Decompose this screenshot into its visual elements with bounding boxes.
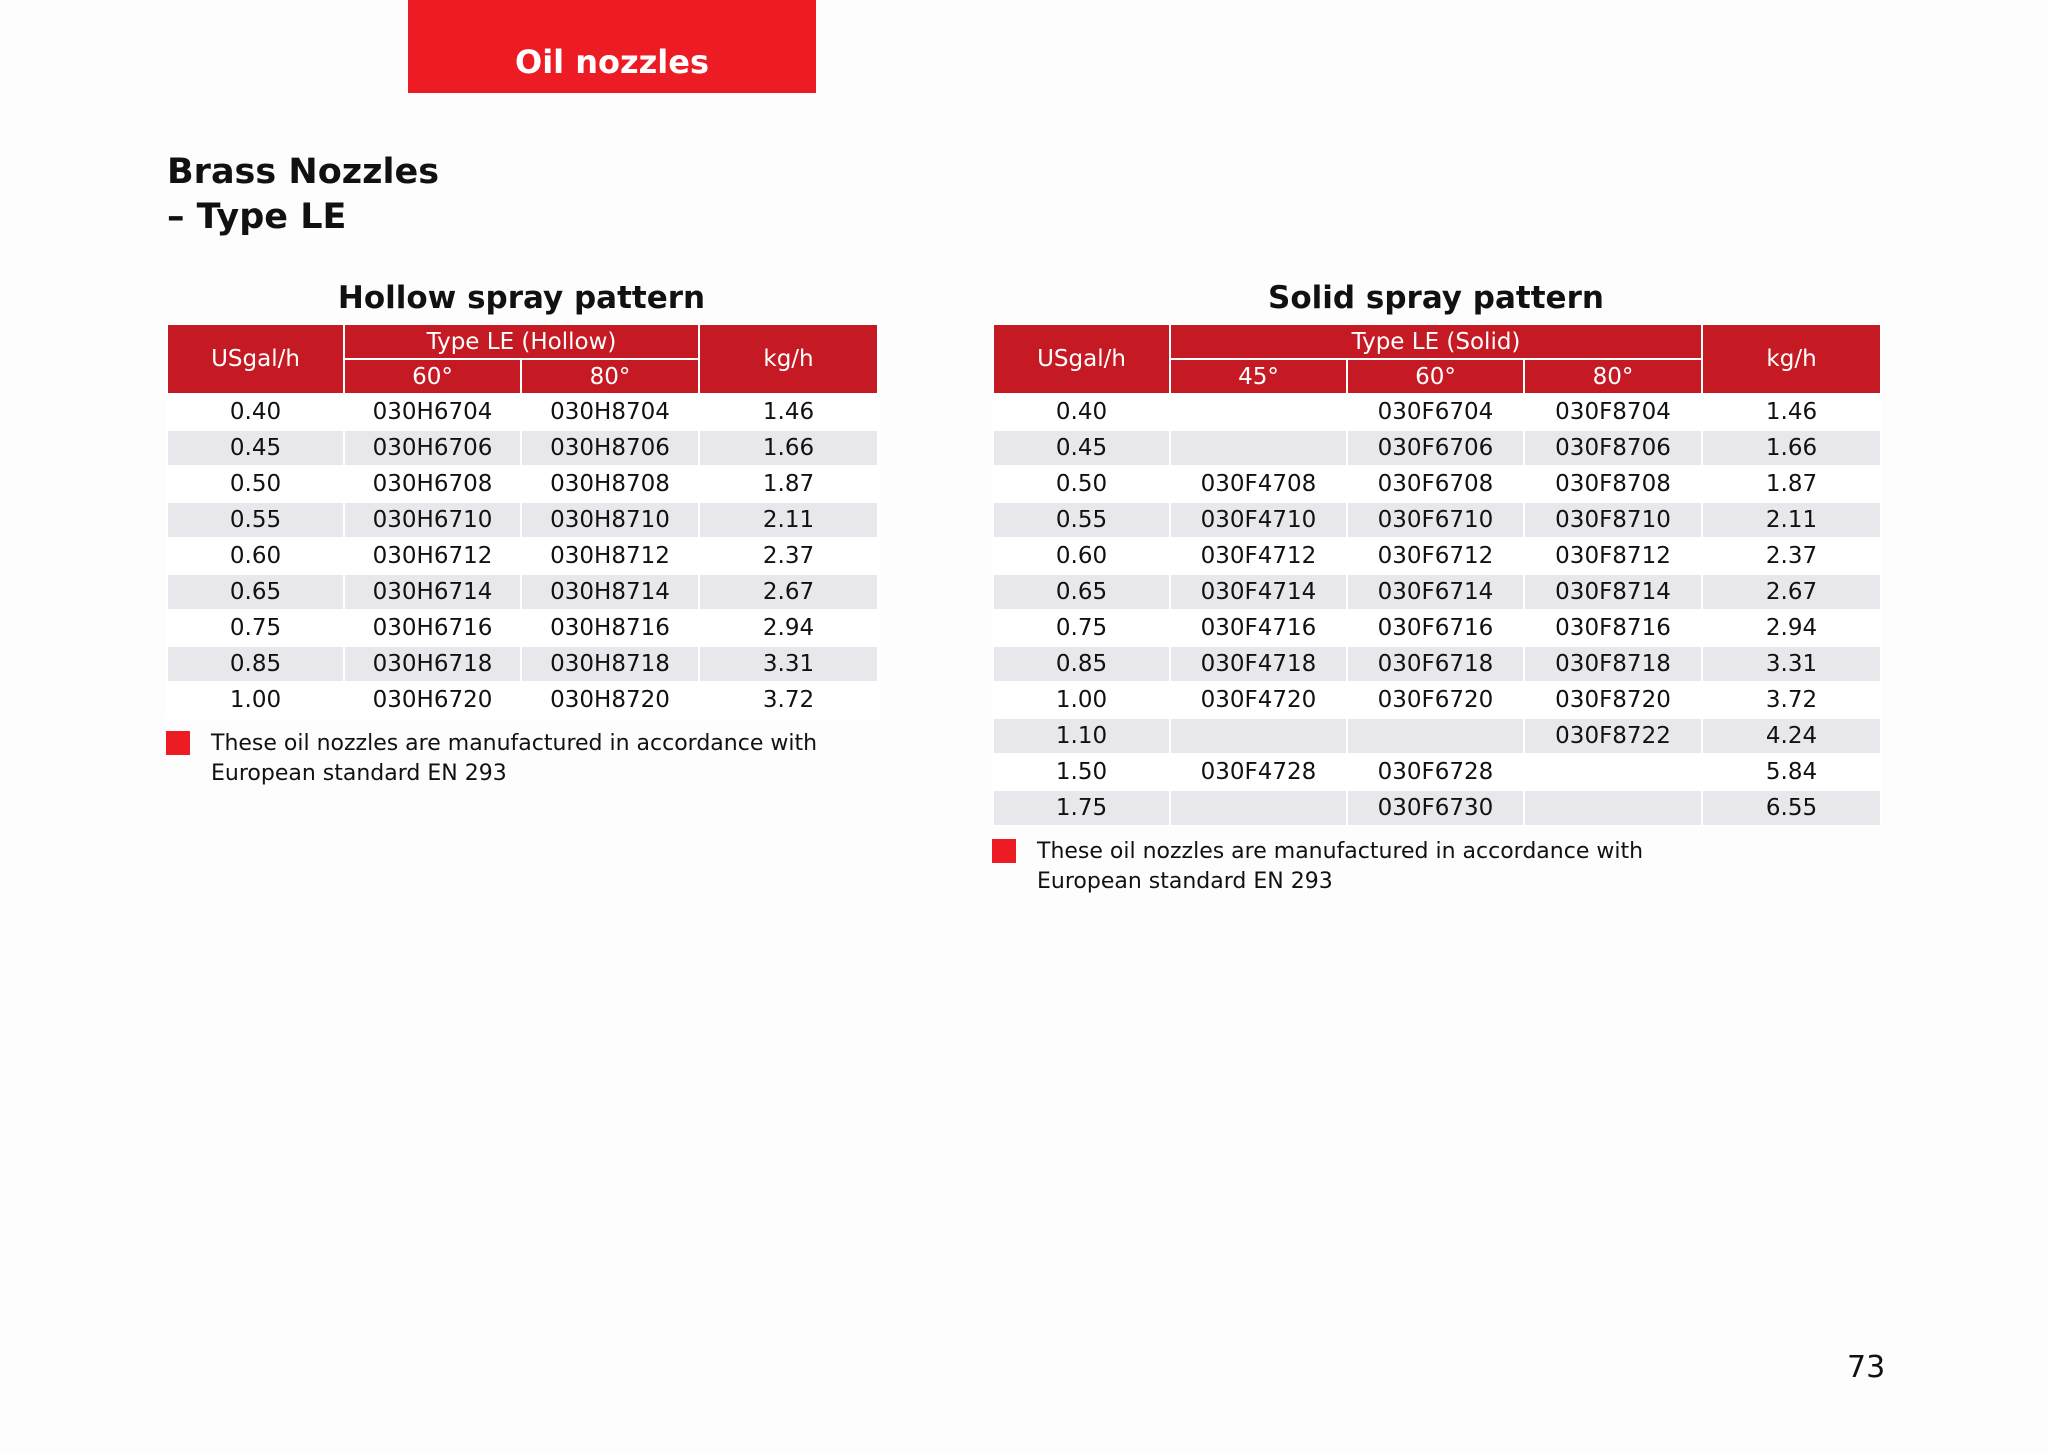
section-tab	[408, 0, 816, 93]
table-cell: 030H8716	[521, 610, 699, 646]
table-cell: 030F8716	[1524, 610, 1702, 646]
table-cell: 030H8720	[521, 682, 699, 718]
table-cell: 0.75	[993, 610, 1170, 646]
table-cell: 2.94	[1702, 610, 1881, 646]
table-cell: 030F6714	[1347, 574, 1524, 610]
table-cell: 2.11	[699, 502, 878, 538]
table-cell: 030H8706	[521, 430, 699, 466]
table-row	[993, 754, 1881, 790]
header-type: Type LE (Hollow)	[344, 324, 699, 359]
table-cell: 5.84	[1702, 754, 1881, 790]
table-cell: 2.67	[699, 574, 878, 610]
table-cell: 030F4728	[1170, 754, 1347, 790]
hollow-note-text: These oil nozzles are manufactured in accordance with European standard EN 293	[211, 731, 818, 786]
table-cell	[1170, 790, 1347, 826]
table-cell: 0.55	[167, 502, 344, 538]
table-cell: 030H8714	[521, 574, 699, 610]
solid-table	[992, 323, 1882, 827]
table-cell	[1347, 718, 1524, 754]
table-cell: 1.46	[699, 394, 878, 430]
table-row	[993, 610, 1881, 646]
table-cell: 0.45	[167, 430, 344, 466]
table-cell: 2.37	[699, 538, 878, 574]
solid-section	[992, 278, 1880, 897]
header-angle: 45°	[1170, 359, 1347, 394]
table-cell	[1170, 394, 1347, 430]
table-cell: 030F8718	[1524, 646, 1702, 682]
table-cell: 2.37	[1702, 538, 1881, 574]
table-cell: 030F8720	[1524, 682, 1702, 718]
header-angle: 60°	[344, 359, 521, 394]
hollow-table-title: Hollow spray pattern	[337, 280, 706, 316]
table-cell: 0.50	[167, 466, 344, 502]
table-cell: 2.94	[699, 610, 878, 646]
table-cell: 030H6714	[344, 574, 521, 610]
table-cell: 030F4708	[1170, 466, 1347, 502]
table-cell: 1.00	[167, 682, 344, 718]
table-cell: 030F4716	[1170, 610, 1347, 646]
table-cell: 030F6716	[1347, 610, 1524, 646]
table-cell: 030F6708	[1347, 466, 1524, 502]
solid-note-text: These oil nozzles are manufactured in accordance with European standard EN 293	[1037, 839, 1644, 894]
table-cell: 1.66	[1702, 430, 1881, 466]
table-cell: 0.60	[993, 538, 1170, 574]
table-row	[167, 430, 878, 466]
table-cell: 030H6704	[344, 394, 521, 430]
table-cell: 3.72	[699, 682, 878, 718]
table-cell: 1.87	[699, 466, 878, 502]
table-cell: 030H8708	[521, 466, 699, 502]
table-cell	[1170, 718, 1347, 754]
table-cell: 030H6706	[344, 430, 521, 466]
table-cell: 030H6710	[344, 502, 521, 538]
table-cell: 1.10	[993, 718, 1170, 754]
header-type: Type LE (Solid)	[1170, 324, 1702, 359]
table-cell: 1.87	[1702, 466, 1881, 502]
table-cell: 0.40	[993, 394, 1170, 430]
table-cell: 1.00	[993, 682, 1170, 718]
table-cell: 030F6710	[1347, 502, 1524, 538]
table-row	[993, 718, 1881, 754]
table-cell: 0.60	[167, 538, 344, 574]
table-row	[993, 538, 1881, 574]
page-title	[167, 150, 439, 240]
table-cell: 0.65	[167, 574, 344, 610]
table-cell: 2.11	[1702, 502, 1881, 538]
table-row	[993, 502, 1881, 538]
table-cell: 030F8714	[1524, 574, 1702, 610]
table-cell: 030H8710	[521, 502, 699, 538]
page-title-line1: Brass Nozzles	[167, 152, 440, 192]
table-cell: 030H6716	[344, 610, 521, 646]
table-cell: 0.65	[993, 574, 1170, 610]
solid-note	[992, 837, 1737, 897]
table-cell: 030H8718	[521, 646, 699, 682]
bullet-square-icon	[992, 839, 1016, 863]
header-usgal: USgal/h	[993, 324, 1170, 394]
table-cell: 030F8704	[1524, 394, 1702, 430]
table-cell: 030F6704	[1347, 394, 1524, 430]
table-cell: 030F8710	[1524, 502, 1702, 538]
table-cell: 0.50	[993, 466, 1170, 502]
table-cell: 030F4710	[1170, 502, 1347, 538]
solid-table-body	[993, 394, 1881, 826]
header-angle: 80°	[521, 359, 699, 394]
header-usgal: USgal/h	[167, 324, 344, 394]
table-row	[167, 538, 878, 574]
table-cell: 030F8708	[1524, 466, 1702, 502]
table-cell: 0.75	[167, 610, 344, 646]
header-kgh: kg/h	[1702, 324, 1881, 394]
table-cell: 030H6718	[344, 646, 521, 682]
table-cell: 030F6706	[1347, 430, 1524, 466]
table-cell: 030F8722	[1524, 718, 1702, 754]
table-cell: 4.24	[1702, 718, 1881, 754]
page-number: 73	[1847, 1350, 1886, 1385]
table-row	[167, 466, 878, 502]
table-row	[993, 790, 1881, 826]
table-cell	[1170, 430, 1347, 466]
hollow-note	[166, 729, 877, 789]
table-cell: 030F4718	[1170, 646, 1347, 682]
table-row	[993, 646, 1881, 682]
table-cell: 030F4712	[1170, 538, 1347, 574]
table-cell: 030F6730	[1347, 790, 1524, 826]
table-cell: 030F4714	[1170, 574, 1347, 610]
table-cell: 0.85	[167, 646, 344, 682]
table-cell: 0.40	[167, 394, 344, 430]
table-cell: 030F6720	[1347, 682, 1524, 718]
table-cell: 3.31	[699, 646, 878, 682]
table-row	[167, 574, 878, 610]
page-title-line2: – Type LE	[167, 197, 347, 237]
table-row	[993, 682, 1881, 718]
table-cell: 030F4720	[1170, 682, 1347, 718]
table-cell: 030F6728	[1347, 754, 1524, 790]
table-row	[167, 394, 878, 430]
table-cell: 1.66	[699, 430, 878, 466]
table-cell: 3.31	[1702, 646, 1881, 682]
table-row	[167, 682, 878, 718]
hollow-section	[166, 278, 877, 789]
table-cell: 030H8712	[521, 538, 699, 574]
table-cell: 030H8704	[521, 394, 699, 430]
table-cell: 030H6712	[344, 538, 521, 574]
table-cell: 030F6712	[1347, 538, 1524, 574]
section-tab-label: Oil nozzles	[514, 43, 709, 81]
header-angle: 80°	[1524, 359, 1702, 394]
table-cell: 030F8706	[1524, 430, 1702, 466]
table-row	[993, 466, 1881, 502]
table-cell: 0.55	[993, 502, 1170, 538]
table-row	[167, 610, 878, 646]
solid-table-title: Solid spray pattern	[1268, 280, 1604, 316]
table-row	[167, 646, 878, 682]
table-row	[167, 502, 878, 538]
hollow-table	[166, 323, 879, 719]
table-cell: 1.46	[1702, 394, 1881, 430]
table-cell: 030H6708	[344, 466, 521, 502]
table-cell: 030F6718	[1347, 646, 1524, 682]
table-cell: 6.55	[1702, 790, 1881, 826]
table-cell: 1.75	[993, 790, 1170, 826]
table-cell: 1.50	[993, 754, 1170, 790]
table-cell: 030F8712	[1524, 538, 1702, 574]
table-cell: 3.72	[1702, 682, 1881, 718]
table-row	[993, 574, 1881, 610]
header-kgh: kg/h	[699, 324, 878, 394]
table-cell: 0.85	[993, 646, 1170, 682]
hollow-table-body	[167, 394, 878, 718]
bullet-square-icon	[166, 731, 190, 755]
table-row	[993, 430, 1881, 466]
table-cell	[1524, 790, 1702, 826]
table-cell: 0.45	[993, 430, 1170, 466]
table-cell	[1524, 754, 1702, 790]
table-row	[993, 394, 1881, 430]
table-cell: 030H6720	[344, 682, 521, 718]
table-cell: 2.67	[1702, 574, 1881, 610]
header-angle: 60°	[1347, 359, 1524, 394]
